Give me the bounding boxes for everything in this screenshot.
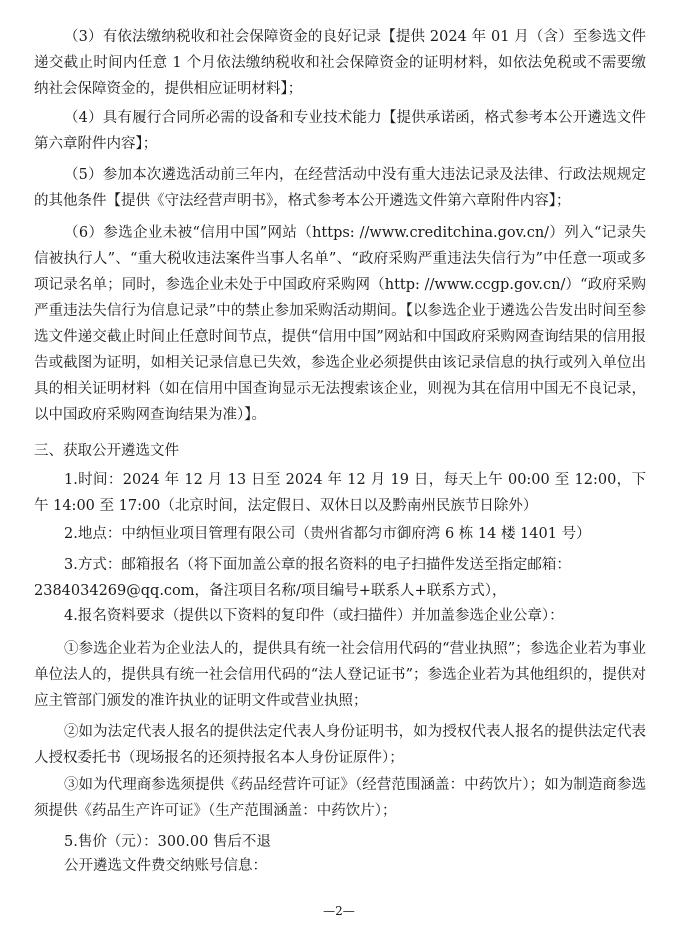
document-price: 5.售价（元）：300.00 售后不退 [64, 834, 271, 850]
materials-intro: 4.报名资料要求（提供以下资料的复印件（或扫描件）并加盖参选企业公章）： [64, 608, 564, 624]
contact-email: 2384034269@qq.com，备注项目名称/项目编号+联系人+联系方式）， [34, 583, 507, 599]
requirement-item-5: （5）参加本次遴选活动前三年内，在经营活动中没有重大违法记录及法律、行政法规规定的其他条件【提供《守法经营声明书》，格式参考本公开遴选文件第六章附件内容】； [34, 167, 646, 209]
material-item-2: ②如为法定代表人报名的提供法定代表人身份证明书，如为授权代表人报名的提供法定代表人授权委托书（现场报名的还须持报名本人身份证原件）； [34, 724, 646, 766]
section-heading: 三、获取公开遴选文件 [34, 443, 179, 459]
requirement-item-6: （6）参选企业未被“信用中国”网站（https: //www.creditchina.gov.cn/）列入“记录失信被执行人”、“重大税收违法案件当事人名单”、“政府采购严重违法失信行为”中任意一项或多项记录名单；同时，参选企业未处于中国政府采购网（http: //www.ccgp.gov.cn/）“政府采购严重违法失信行为信息记录”中的禁止参加采购活动期间。【以参选企业于遴选公告发出时间至参选文件递交截止时间止任意时间节点，提供“信用中国”网站和中国政府采购网查询结果的信用报告或截图为证明，如相关记录信息已失效，参选企业必须提供由该记录信息的执行或列入单位出具的相关证明材料（如在信用中国查询显示无法搜索该企业，则视为其在信用中国无不良记录，以中国政府采购网查询结果为准）】。 [34, 225, 646, 423]
material-item-3: ③如为代理商参选须提供《药品经营许可证》（经营范围涵盖：中药饮片）；如为制造商参选须提供《药品生产许可证》（生产范围涵盖：中药饮片）； [34, 777, 646, 819]
material-item-1: ①参选企业若为企业法人的，提供具有统一社会信用代码的“营业执照”；参选企业若为事业单位法人的，提供具有统一社会信用代码的“法人登记证书”；参选企业若为其他组织的，提供对应主管部门颁发的准许执业的证明文件或营业执照； [34, 641, 646, 709]
acquisition-time: 1.时间：2024 年 12 月 13 日至 2024 年 12 月 19 日，每天上午 00:00 至 12:00，下午 14:00 至 17:00（北京时间，法定假日、双休日以及黔南州民族节日除外） [34, 472, 646, 514]
acquisition-place: 2.地点：中纳恒业项目管理有限公司（贵州省都匀市御府湾 6 栋 14 楼 1401 号） [64, 526, 591, 542]
page-number: —2— [323, 904, 355, 918]
requirement-item-3: （3）有依法缴纳税收和社会保障资金的良好记录【提供 2024 年 01 月（含）至参选文件递交截止时间内任意 1 个月依法缴纳税收和社会保障资金的证明材料，如依法免税或不需要缴纳社会保障资金的，提供相应证明材料】； [34, 29, 646, 97]
acquisition-method: 3.方式：邮箱报名（将下面加盖公章的报名资料的电子扫描件发送至指定邮箱： [64, 557, 571, 573]
account-info-title: 公开遴选文件费交纳账号信息： [64, 858, 267, 874]
requirement-item-4: （4）具有履行合同所必需的设备和专业技术能力【提供承诺函，格式参考本公开遴选文件第六章附件内容】； [34, 110, 646, 152]
